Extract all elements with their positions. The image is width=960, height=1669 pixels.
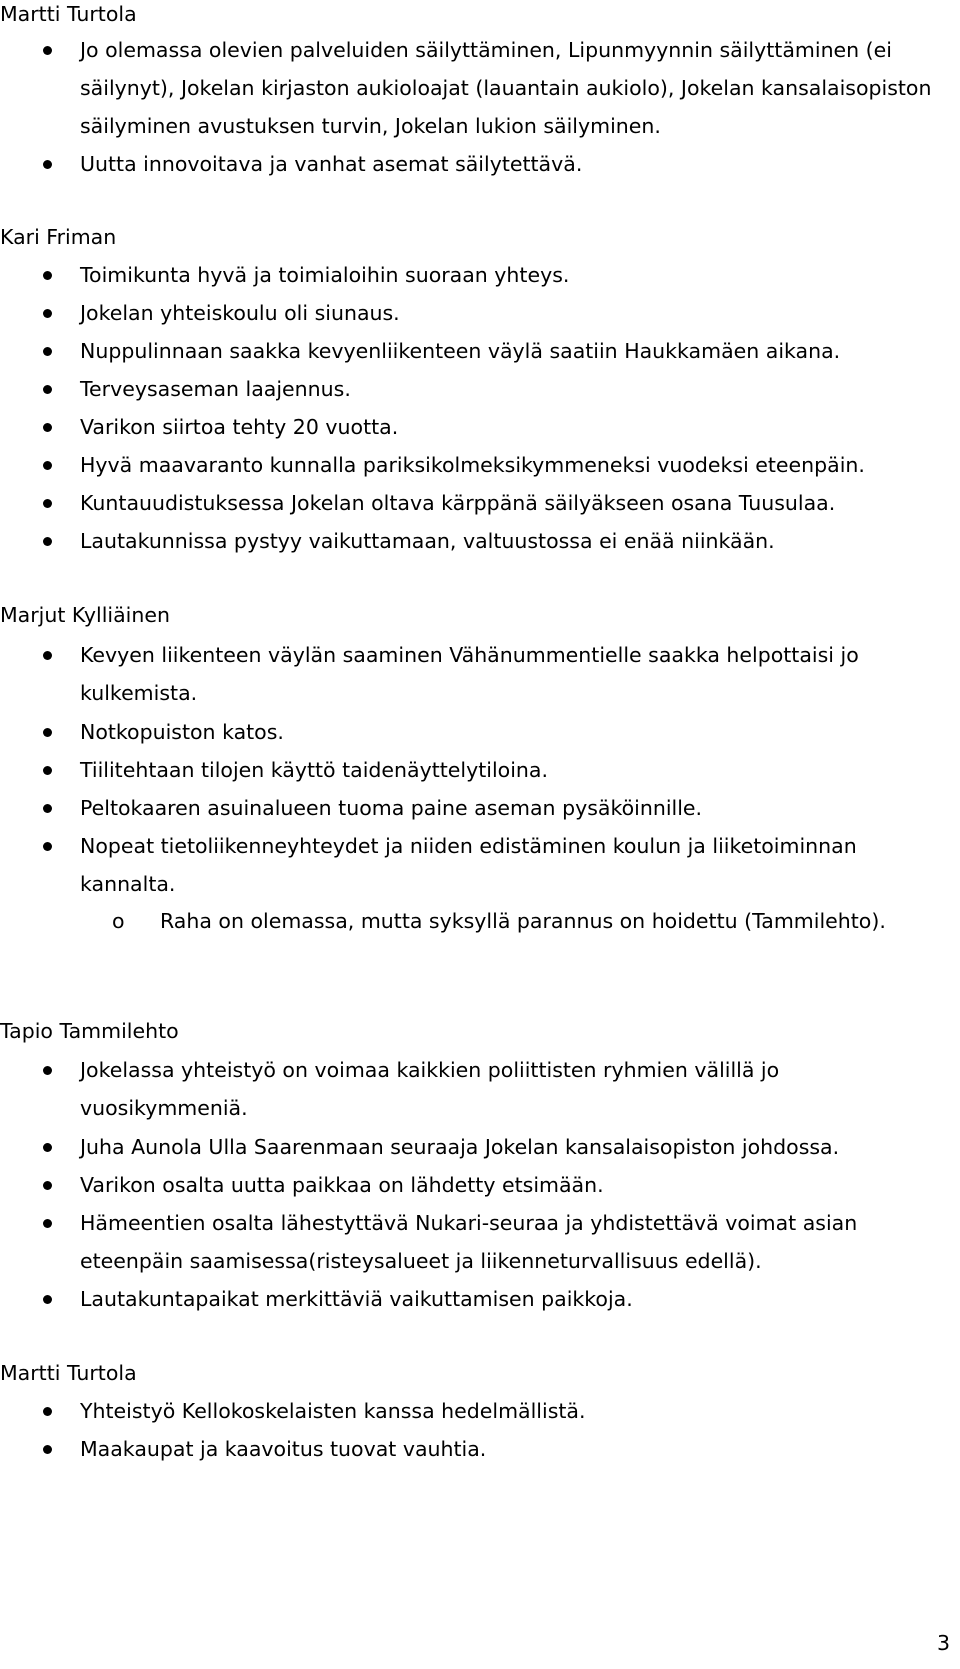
list-item: Jo olemassa olevien palveluiden säilyttäminen, Lipunmyynnin säilyttäminen (ei säilynyt), Jokelan kirjaston aukioloajat (lauantain aukiolo), Jokelan kansalaisopiston säilyminen avustuksen turvin, Jokelan lukion säilyminen. — [80, 31, 950, 145]
list-item: Uutta innovoitava ja vanhat asemat säilytettävä. — [80, 145, 950, 183]
list-item: Lautakuntapaikat merkittäviä vaikuttamisen paikkoja. — [80, 1280, 950, 1318]
speaker-name: Marjut Kylliäinen — [0, 603, 170, 627]
speaker-name: Kari Friman — [0, 225, 117, 249]
list-item: Nuppulinnaan saakka kevyenliikenteen väylä saatiin Haukkamäen aikana. — [80, 332, 950, 370]
sub-bullet-marker: o — [112, 909, 125, 933]
page-number: 3 — [936, 1631, 950, 1655]
list-item: Hyvä maavaranto kunnalla pariksikolmeksikymmeneksi vuodeksi eteenpäin. — [80, 446, 950, 484]
list-item: Kevyen liikenteen väylän saaminen Vähänummentielle saakka helpottaisi jo kulkemista. — [80, 636, 950, 712]
list-item: Peltokaaren asuinalueen tuoma paine aseman pysäköinnille. — [80, 789, 950, 827]
speaker-name: Martti Turtola — [0, 2, 137, 26]
sub-list-item — [112, 902, 950, 940]
list-item: Terveysaseman laajennus. — [80, 370, 950, 408]
list-item: Toimikunta hyvä ja toimialoihin suoraan yhteys. — [80, 256, 950, 294]
list-item: Varikon siirtoa tehty 20 vuotta. — [80, 408, 950, 446]
list-item: Notkopuiston katos. — [80, 713, 950, 751]
list-item: Jokelassa yhteistyö on voimaa kaikkien poliittisten ryhmien välillä jo vuosikymmeniä. — [80, 1051, 950, 1127]
list-item: Maakaupat ja kaavoitus tuovat vauhtia. — [80, 1430, 950, 1468]
list-item: Yhteistyö Kellokoskelaisten kanssa hedelmällistä. — [80, 1392, 950, 1430]
list-item: Hämeentien osalta lähestyttävä Nukari-seuraa ja yhdistettävä voimat asian eteenpäin saamisessa(risteysalueet ja liikenneturvallisuus edellä). — [80, 1204, 950, 1280]
list-item: Lautakunnissa pystyy vaikuttamaan, valtuustossa ei enää niinkään. — [80, 522, 950, 560]
speaker-name: Tapio Tammilehto — [0, 1019, 179, 1043]
list-item: Tiilitehtaan tilojen käyttö taidenäyttelytiloina. — [80, 751, 950, 789]
list-item: Varikon osalta uutta paikkaa on lähdetty etsimään. — [80, 1166, 950, 1204]
list-item: Nopeat tietoliikenneyhteydet ja niiden edistäminen koulun ja liiketoiminnan kannalta. — [80, 827, 950, 903]
sub-list-item-text: Raha on olemassa, mutta syksyllä parannus on hoidettu (Tammilehto). — [160, 909, 886, 933]
list-item: Juha Aunola Ulla Saarenmaan seuraaja Jokelan kansalaisopiston johdossa. — [80, 1128, 950, 1166]
list-item: Kuntauudistuksessa Jokelan oltava kärppänä säilyäkseen osana Tuusulaa. — [80, 484, 950, 522]
speaker-name: Martti Turtola — [0, 1361, 137, 1385]
list-item: Jokelan yhteiskoulu oli siunaus. — [80, 294, 950, 332]
